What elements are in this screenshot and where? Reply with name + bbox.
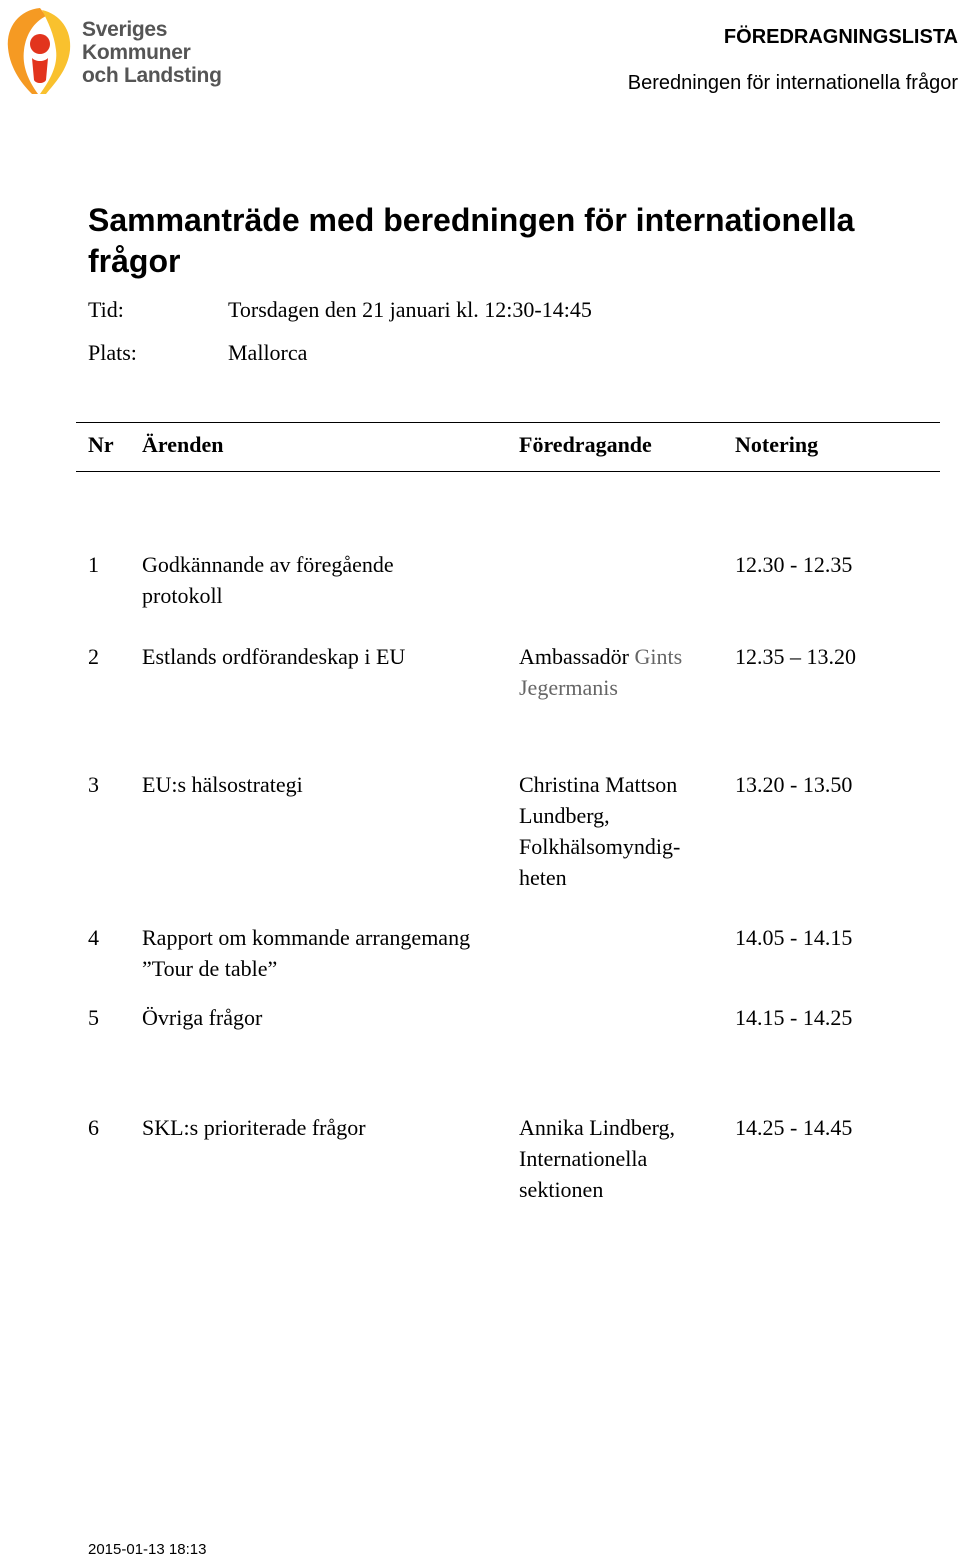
header-notering: Notering [735, 432, 819, 457]
row-number: 3 [88, 772, 99, 797]
header-foredragande: Föredragande [519, 432, 652, 457]
table-top-rule [76, 422, 940, 423]
footer-timestamp: 2015-01-13 18:13 [88, 1541, 207, 1558]
row-number: 2 [88, 644, 99, 669]
row-time: 14.25 - 14.45 [735, 1115, 853, 1140]
place-value: Mallorca [228, 340, 308, 365]
presenter-title: Ambassadör [519, 644, 629, 669]
row-time: 12.35 – 13.20 [735, 644, 856, 669]
row-item: EU:s hälsostrategi [142, 772, 303, 797]
document-type: FÖREDRAGNINGSLISTA [723, 26, 958, 48]
document-subtitle: Beredningen för internationella frågor [627, 72, 958, 94]
presenter-name: Gints Jegermanis [519, 644, 683, 700]
row-item: Godkännande av föregående protokoll [142, 552, 394, 608]
logo-mark [2, 4, 78, 96]
row-time: 13.20 - 13.50 [735, 772, 853, 797]
logo [2, 4, 222, 96]
row-item: Rapport om kommande arrangemang ”Tour de table” [142, 925, 471, 981]
row-number: 6 [88, 1115, 99, 1140]
row-presenter: Annika Lindberg, Internationella sektionen [519, 1115, 676, 1202]
row-time: 12.30 - 12.35 [735, 552, 853, 577]
place-label: Plats: [88, 340, 137, 365]
document-header [628, 24, 958, 96]
row-presenter: Christina Mattson Lundberg, Folkhälsomyndig-heten [519, 772, 681, 890]
row-item: Övriga frågor [142, 1005, 263, 1030]
row-number: 5 [88, 1005, 99, 1030]
time-value: Torsdagen den 21 januari kl. 12:30-14:45 [228, 297, 592, 322]
row-item: Estlands ordförandeskap i EU [142, 644, 406, 669]
row-item: SKL:s prioriterade frågor [142, 1115, 366, 1140]
logo-wordmark: Sveriges Kommuner och Landsting [82, 18, 222, 87]
row-number: 4 [88, 925, 99, 950]
header-nr: Nr [88, 432, 114, 457]
page-title: Sammanträde med beredningen för internationella frågor [88, 202, 855, 279]
row-time: 14.15 - 14.25 [735, 1005, 853, 1030]
row-time: 14.05 - 14.15 [735, 925, 853, 950]
table-header-rule [76, 471, 940, 472]
time-label: Tid: [88, 297, 124, 322]
row-number: 1 [88, 552, 99, 577]
header-arenden: Ärenden [142, 432, 224, 457]
row-presenter [519, 641, 724, 703]
